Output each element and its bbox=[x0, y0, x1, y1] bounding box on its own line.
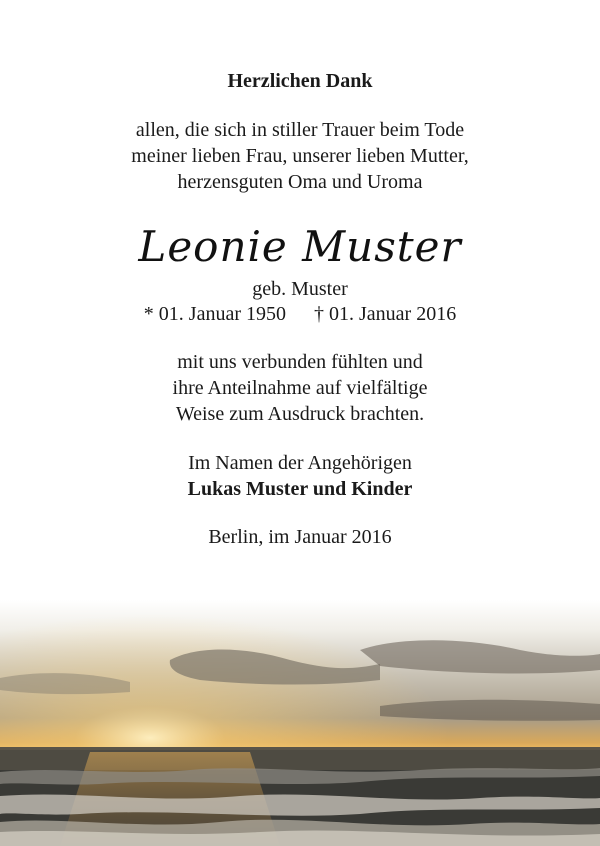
signature: Lukas Muster und Kinder bbox=[187, 478, 413, 500]
life-dates bbox=[0, 301, 600, 327]
thanks-line-2: ihre Anteilnahme auf vielfältige bbox=[172, 377, 428, 399]
intro-line-3: herzensguten Oma und Uroma bbox=[177, 171, 423, 193]
maiden-name: geb. Muster bbox=[252, 278, 348, 300]
death-date: † 01. Januar 2016 bbox=[314, 303, 457, 325]
birth-date: * 01. Januar 1950 bbox=[143, 303, 286, 325]
card-heading: Herzlichen Dank bbox=[227, 70, 373, 92]
intro-line-1: allen, die sich in stiller Trauer beim Tode bbox=[135, 119, 465, 141]
sunset-sea-image bbox=[0, 600, 600, 846]
thanks-line-1: mit uns verbunden fühlten und bbox=[177, 351, 423, 373]
thanks-line-3: Weise zum Ausdruck brachten. bbox=[175, 403, 425, 425]
deceased-name: Leonie Muster bbox=[138, 222, 462, 271]
place-date: Berlin, im Januar 2016 bbox=[208, 526, 392, 548]
intro-line-2: meiner lieben Frau, unserer lieben Mutter, bbox=[131, 145, 469, 167]
signature-intro: Im Namen der Angehörigen bbox=[188, 452, 412, 474]
